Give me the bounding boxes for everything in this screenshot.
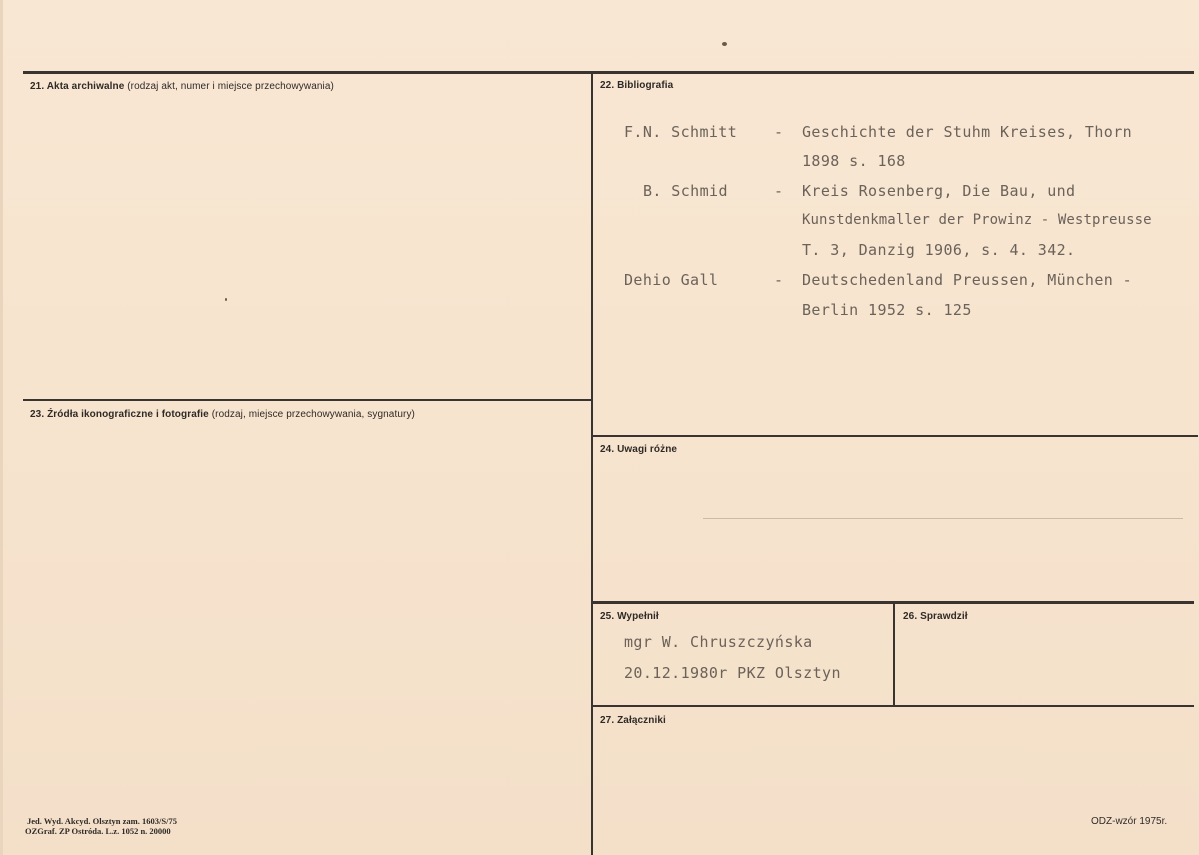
filled-by-date-place: 20.12.1980r PKZ Olsztyn	[624, 664, 841, 682]
ink-speck	[225, 298, 227, 301]
bib-2-line-1: Kreis Rosenberg, Die Bau, und	[802, 182, 1076, 200]
bib-1-line-1: Geschichte der Stuhm Kreises, Thorn	[802, 123, 1133, 141]
section-22-title: 22. Bibliografia	[600, 80, 674, 91]
form-identifier: ODZ-wzór 1975r.	[1091, 816, 1168, 827]
bib-1-line-2: 1898 s. 168	[802, 152, 906, 170]
bib-3-dash: -	[774, 271, 784, 289]
print-info-line-2: OZGraf. ZP Ostróda. L.z. 1052 n. 20000	[25, 826, 171, 836]
section-23-label	[30, 409, 415, 420]
rule-25-27	[592, 705, 1194, 707]
bib-2-author: B. Schmid	[643, 182, 728, 200]
section-25-title: 25. Wypełnił	[600, 611, 659, 622]
section-27-label	[600, 715, 666, 726]
section-22-label	[600, 80, 673, 91]
bib-1-author: F.N. Schmitt	[624, 123, 738, 141]
section-26-label	[903, 611, 968, 622]
section-21-label	[30, 81, 334, 92]
section-23-subtitle: (rodzaj, miejsce przechowywania, sygnatury)	[208, 409, 415, 420]
section-24-title: 24. Uwagi różne	[600, 444, 678, 455]
section-21-title: 21. Akta archiwalne	[30, 81, 125, 92]
center-divider	[591, 73, 593, 855]
rule-21-23	[23, 399, 592, 401]
section-26-title: 26. Sprawdził	[903, 611, 968, 622]
faint-rule	[703, 518, 1183, 519]
bib-2-line-3: T. 3, Danzig 1906, s. 4. 342.	[802, 241, 1076, 259]
section-23-title: 23. Źródła ikonograficzne i fotografie	[30, 409, 209, 420]
bib-3-line-1: Deutschedenland Preussen, München -	[802, 271, 1133, 289]
section-27-title: 27. Załączniki	[600, 715, 666, 726]
bib-3-author: Dehio Gall	[624, 271, 719, 289]
section-25-label	[600, 611, 659, 622]
section-24-label	[600, 444, 677, 455]
bib-3-line-2: Berlin 1952 s. 125	[802, 301, 972, 319]
top-rule	[23, 71, 1194, 74]
bib-1-dash: -	[774, 123, 784, 141]
filled-by-name: mgr W. Chruszczyńska	[624, 633, 813, 651]
divider-25-26	[893, 603, 895, 706]
ink-speck	[722, 42, 727, 46]
rule-22-24	[592, 435, 1198, 437]
bib-2-dash: -	[774, 182, 784, 200]
bib-2-line-2: Kunstdenkmaller der Prowinz - Westpreusse	[802, 212, 1152, 228]
print-info-line-1: Jed. Wyd. Akcyd. Olsztyn zam. 1603/S/75	[27, 816, 177, 826]
section-21-subtitle: (rodzaj akt, numer i miejsce przechowywania)	[124, 81, 334, 92]
